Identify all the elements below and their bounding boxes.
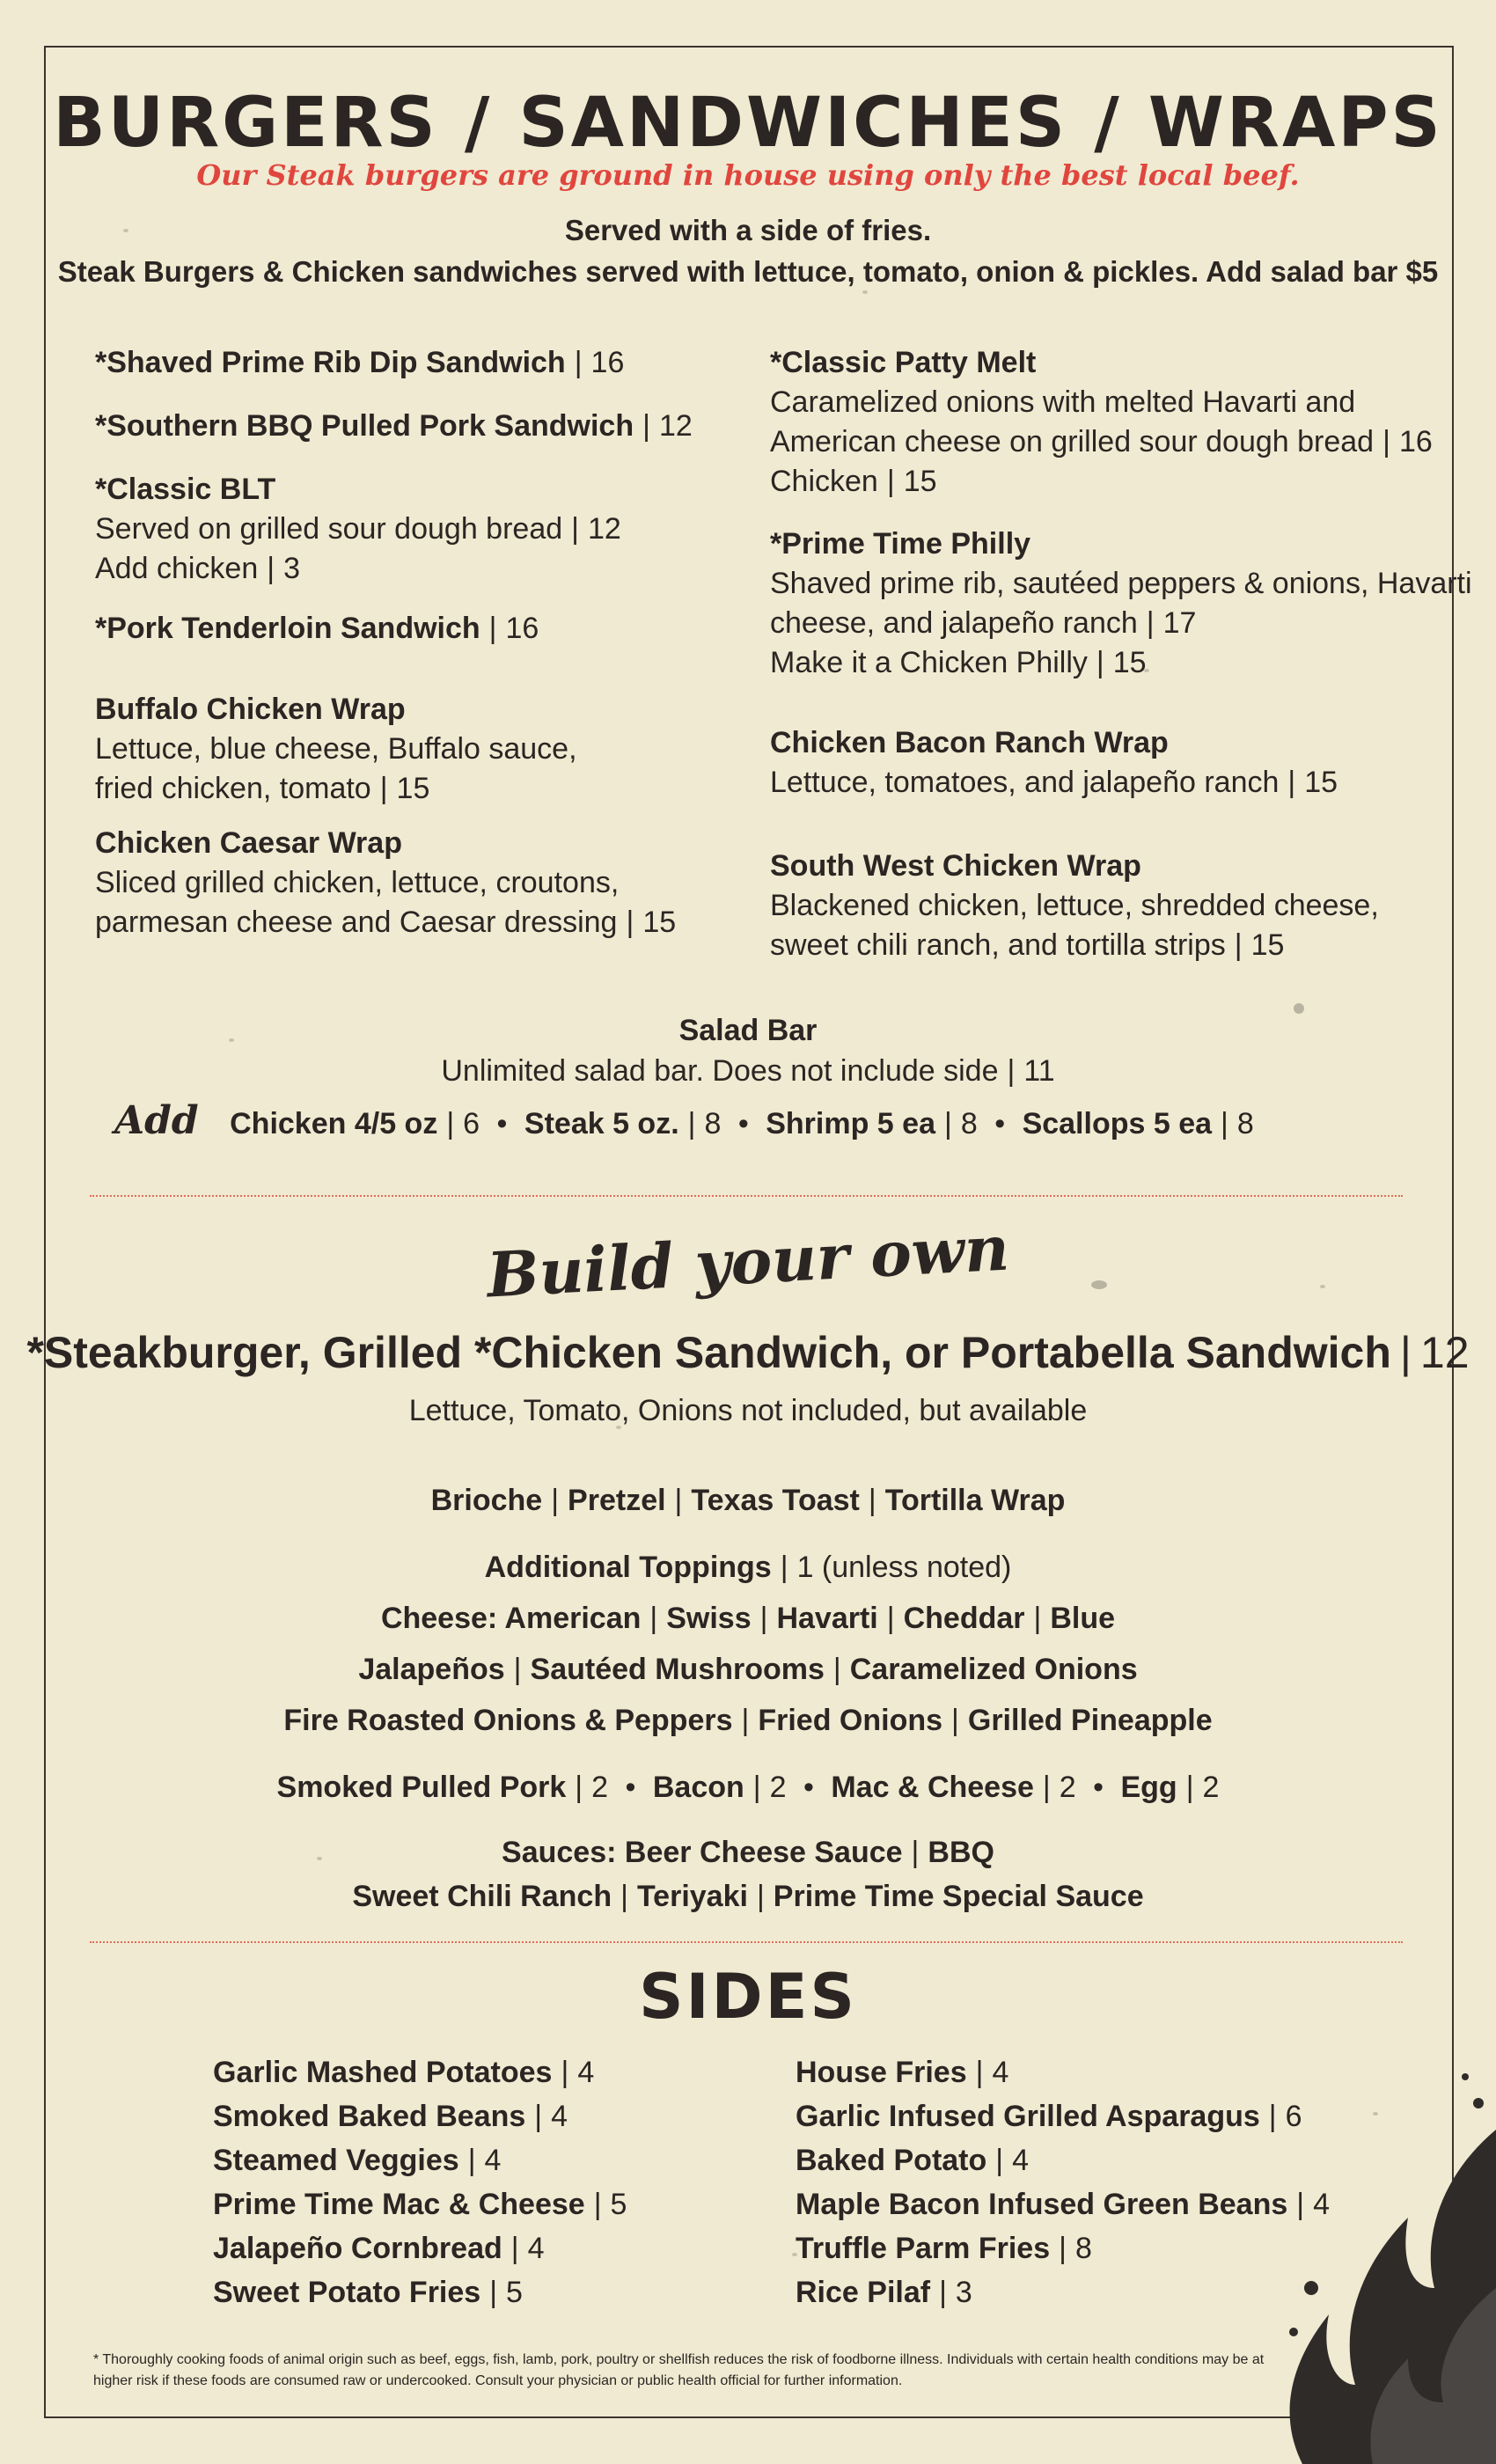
bullet: • <box>803 1771 814 1804</box>
side-item: Truffle Parm Fries | 8 <box>796 2232 1092 2265</box>
topping-option: Sautéed Mushrooms <box>530 1653 825 1686</box>
topping-option: Caramelized Onions <box>849 1653 1138 1686</box>
sauces-label: Sauces: <box>502 1836 617 1869</box>
side-price: 4 <box>551 2100 568 2133</box>
item-name: Chicken Bacon Ranch Wrap <box>770 726 1169 759</box>
cheese-options: Cheese: American | Swiss | Havarti | Cheddar | Blue <box>380 1602 1116 1635</box>
addon-price: 8 <box>960 1107 978 1140</box>
health-disclaimer: * Thoroughly cooking foods of animal origin such as beef, eggs, fish, lamb, pork, poultry or shellfish reduces the risk of foodborne illness. Individuals with certain health conditions may be at higher risk if these foods are consumed raw or undercooked. Consult your physician or public health official for further information. <box>93 2352 1265 2388</box>
side-item: Sweet Potato Fries | 5 <box>213 2276 523 2309</box>
item-name: *Classic Patty Melt <box>770 346 1037 379</box>
menu-item: Chicken Caesar Wrap Sliced grilled chicken, lettuce, croutons, parmesan cheese and Caesar dressing | 15 <box>95 824 676 942</box>
item-name: Chicken Caesar Wrap <box>95 826 402 860</box>
sauce-option: Prime Time Special Sauce <box>773 1880 1144 1913</box>
item-price: 15 <box>1304 766 1338 799</box>
bullet: • <box>625 1771 636 1804</box>
side-name: Rice Pilaf <box>796 2276 931 2309</box>
side-name: Maple Bacon Infused Green Beans <box>796 2188 1288 2221</box>
build-your-own-title: Build your own <box>485 1211 1011 1312</box>
item-name: *Southern BBQ Pulled Pork Sandwich <box>95 409 634 443</box>
bread-options: Brioche | Pretzel | Texas Toast | Tortilla Wrap <box>430 1484 1066 1517</box>
item-variant: Chicken <box>770 465 878 498</box>
side-price: 4 <box>484 2144 502 2177</box>
side-item: Steamed Veggies | 4 <box>213 2144 502 2177</box>
sauce-option: Sweet Chili Ranch <box>352 1880 612 1913</box>
sauce-option: Teriyaki <box>636 1880 748 1913</box>
side-item: Smoked Baked Beans | 4 <box>213 2100 568 2133</box>
sauces-row-2: Sweet Chili Ranch | Teriyaki | Prime Time Special Sauce <box>352 1880 1144 1913</box>
item-desc: Lettuce, blue cheese, Buffalo sauce, <box>95 732 577 766</box>
topping-row-2: Fire Roasted Onions & Peppers | Fried Onions | Grilled Pineapple <box>283 1704 1213 1737</box>
premium-price: 2 <box>591 1771 609 1804</box>
side-item: Baked Potato | 4 <box>796 2144 1030 2177</box>
addon-name: Scallops 5 ea <box>1022 1107 1213 1140</box>
side-price: 3 <box>955 2276 972 2309</box>
menu-item: *Prime Time Philly Shaved prime rib, sautéed peppers & onions, Havarti cheese, and jalapeño ranch | 17 Make it a Chicken Philly | 15 <box>770 524 1472 683</box>
item-desc: Blackened chicken, lettuce, shredded cheese, <box>770 889 1379 922</box>
bullet: • <box>496 1107 508 1140</box>
side-item: House Fries | 4 <box>796 2056 1009 2089</box>
side-item: Jalapeño Cornbread | 4 <box>213 2232 545 2265</box>
section-divider <box>90 1195 1403 1197</box>
item-price: 12 <box>658 409 693 443</box>
section-divider <box>90 1941 1403 1943</box>
menu-item: *Pork Tenderloin Sandwich | 16 <box>95 612 539 645</box>
item-desc: sweet chili ranch, and tortilla strips <box>770 928 1226 962</box>
item-desc: Shaved prime rib, sautéed peppers & onions, Havarti <box>770 567 1472 600</box>
item-name: South West Chicken Wrap <box>770 849 1141 883</box>
addon-price: 6 <box>463 1107 480 1140</box>
item-name: *Prime Time Philly <box>770 527 1031 561</box>
menu-item: Buffalo Chicken Wrap Lettuce, blue cheese, Buffalo sauce, fried chicken, tomato | 15 <box>95 690 577 809</box>
premium-price: 2 <box>769 1771 787 1804</box>
item-variant: Make it a Chicken Philly <box>770 646 1088 679</box>
side-name: Smoked Baked Beans <box>213 2100 526 2133</box>
premium-name: Mac & Cheese <box>831 1771 1034 1804</box>
build-headline: *Steakburger, Grilled *Chicken Sandwich, or Portabella Sandwich | 12 <box>26 1328 1470 1377</box>
sauce-option: BBQ <box>928 1836 994 1869</box>
premium-toppings: Smoked Pulled Pork | 2 • Bacon | 2 • Mac & Cheese | 2 • Egg | 2 <box>276 1771 1220 1804</box>
premium-price: 2 <box>1059 1771 1076 1804</box>
item-variant-price: 15 <box>1112 646 1147 679</box>
topping-row-1: Jalapeños | Sautéed Mushrooms | Caramelized Onions <box>358 1653 1138 1686</box>
add-label: Add <box>114 1098 199 1143</box>
build-price: 12 <box>1419 1328 1470 1377</box>
toppings-label: Additional Toppings <box>484 1551 772 1584</box>
item-desc: parmesan cheese and Caesar dressing <box>95 906 618 939</box>
addon-name: Shrimp 5 ea <box>766 1107 935 1140</box>
topping-option: Grilled Pineapple <box>967 1704 1213 1737</box>
cheese-option: Cheddar <box>903 1602 1025 1635</box>
menu-item: Chicken Bacon Ranch Wrap Lettuce, tomatoes, and jalapeño ranch | 15 <box>770 723 1338 803</box>
premium-name: Bacon <box>652 1771 744 1804</box>
item-desc: Served on grilled sour dough bread <box>95 512 563 546</box>
topping-option: Jalapeños <box>358 1653 505 1686</box>
cheese-label: Cheese: <box>380 1602 498 1635</box>
item-price: 15 <box>1250 928 1285 962</box>
menu-item: *Southern BBQ Pulled Pork Sandwich | 12 <box>95 409 693 443</box>
side-name: Prime Time Mac & Cheese <box>213 2188 585 2221</box>
item-desc: cheese, and jalapeño ranch <box>770 606 1138 640</box>
side-name: House Fries <box>796 2056 967 2089</box>
side-item: Rice Pilaf | 3 <box>796 2276 972 2309</box>
item-addon: Add chicken <box>95 552 259 585</box>
side-price: 4 <box>1313 2188 1331 2221</box>
menu-item: *Classic Patty Melt Caramelized onions with melted Havarti and American cheese on grilled sour dough bread | 16 Chicken | 15 <box>770 343 1433 502</box>
side-price: 4 <box>992 2056 1009 2089</box>
item-desc: fried chicken, tomato <box>95 772 371 805</box>
toppings-price: 1 (unless noted) <box>796 1551 1012 1584</box>
side-name: Garlic Infused Grilled Asparagus <box>796 2100 1260 2133</box>
sides-title: SIDES <box>639 1961 857 2033</box>
salad-bar-title: Salad Bar <box>678 1014 818 1047</box>
premium-name: Egg <box>1120 1771 1177 1804</box>
bullet: • <box>1093 1771 1104 1804</box>
item-desc: Caramelized onions with melted Havarti and <box>770 385 1356 419</box>
bread-option: Brioche <box>430 1484 543 1517</box>
cheese-option: Swiss <box>666 1602 752 1635</box>
side-price: 6 <box>1285 2100 1302 2133</box>
menu-item: *Classic BLT Served on grilled sour dough bread | 12 Add chicken | 3 <box>95 470 621 589</box>
item-price: 12 <box>587 512 621 546</box>
bread-option: Pretzel <box>568 1484 666 1517</box>
item-desc: Sliced grilled chicken, lettuce, croutons, <box>95 866 620 899</box>
item-desc: Lettuce, tomatoes, and jalapeño ranch <box>770 766 1280 799</box>
side-price: 5 <box>610 2188 627 2221</box>
premium-price: 2 <box>1202 1771 1220 1804</box>
tagline: Our Steak burgers are ground in house using only the best local beef. <box>196 158 1300 192</box>
addon-name: Steak 5 oz. <box>524 1107 679 1140</box>
item-variant-price: 15 <box>903 465 937 498</box>
item-price: 16 <box>590 346 625 379</box>
premium-name: Smoked Pulled Pork <box>276 1771 567 1804</box>
menu-item: *Shaved Prime Rib Dip Sandwich | 16 <box>95 346 625 379</box>
side-name: Truffle Parm Fries <box>796 2232 1051 2265</box>
salad-bar-desc-text: Unlimited salad bar. Does not include side <box>441 1054 999 1088</box>
side-name: Steamed Veggies <box>213 2144 459 2177</box>
bullet: • <box>737 1107 749 1140</box>
side-item: Garlic Mashed Potatoes | 4 <box>213 2056 595 2089</box>
item-price: 17 <box>1162 606 1197 640</box>
side-price: 8 <box>1074 2232 1092 2265</box>
item-name: *Pork Tenderloin Sandwich <box>95 612 480 645</box>
item-name: Buffalo Chicken Wrap <box>95 693 406 726</box>
item-price: 16 <box>1398 425 1433 458</box>
sauce-option: Beer Cheese Sauce <box>624 1836 903 1869</box>
cheese-option: American <box>504 1602 642 1635</box>
bread-option: Tortilla Wrap <box>884 1484 1066 1517</box>
build-headline-text: *Steakburger, Grilled *Chicken Sandwich, or Portabella Sandwich <box>26 1328 1391 1377</box>
topping-option: Fire Roasted Onions & Peppers <box>283 1704 733 1737</box>
salad-addons-row: Add Chicken 4/5 oz | 6 • Steak 5 oz. | 8 • Shrimp 5 ea | 8 • Scallops 5 ea | 8 <box>114 1098 1254 1143</box>
addon-price: 8 <box>1236 1107 1254 1140</box>
side-price: 4 <box>577 2056 595 2089</box>
addon-name: Chicken 4/5 oz <box>230 1107 438 1140</box>
build-note: Lettuce, Tomato, Onions not included, but available <box>408 1394 1088 1427</box>
bullet: • <box>994 1107 1006 1140</box>
salad-bar-price: 11 <box>1023 1054 1055 1088</box>
cheese-option: Blue <box>1050 1602 1116 1635</box>
section-title-burgers: BURGERS / SANDWICHES / WRAPS <box>53 84 1443 163</box>
side-item: Garlic Infused Grilled Asparagus | 6 <box>796 2100 1302 2133</box>
cheese-option: Havarti <box>776 1602 878 1635</box>
item-name: *Classic BLT <box>95 473 276 506</box>
side-name: Jalapeño Cornbread <box>213 2232 502 2265</box>
side-item: Maple Bacon Infused Green Beans | 4 <box>796 2188 1331 2221</box>
addon-price: 8 <box>704 1107 722 1140</box>
item-addon-price: 3 <box>283 552 300 585</box>
menu-item: South West Chicken Wrap Blackened chicken, lettuce, shredded cheese, sweet chili ranch, and tortilla strips | 15 <box>770 847 1379 965</box>
item-name: *Shaved Prime Rib Dip Sandwich <box>95 346 566 379</box>
side-name: Garlic Mashed Potatoes <box>213 2056 553 2089</box>
item-price: 15 <box>396 772 430 805</box>
side-item: Prime Time Mac & Cheese | 5 <box>213 2188 627 2221</box>
bread-option: Texas Toast <box>691 1484 860 1517</box>
intro-line-1: Served with a side of fries. <box>564 214 932 246</box>
flame-decoration <box>1267 2024 1496 2464</box>
item-price: 16 <box>505 612 539 645</box>
sauces-row-1: Sauces: Beer Cheese Sauce | BBQ <box>502 1836 994 1869</box>
side-price: 4 <box>527 2232 545 2265</box>
item-price: 15 <box>642 906 677 939</box>
topping-option: Fried Onions <box>758 1704 943 1737</box>
side-name: Baked Potato <box>796 2144 987 2177</box>
side-name: Sweet Potato Fries <box>213 2276 481 2309</box>
intro-line-2: Steak Burgers & Chicken sandwiches served with lettuce, tomato, onion & pickles. Add salad bar $5 <box>57 255 1439 288</box>
side-price: 5 <box>506 2276 523 2309</box>
side-price: 4 <box>1012 2144 1030 2177</box>
salad-bar-desc: Unlimited salad bar. Does not include side | 11 <box>441 1054 1055 1088</box>
item-desc: American cheese on grilled sour dough bread <box>770 425 1375 458</box>
toppings-header: Additional Toppings | 1 (unless noted) <box>484 1551 1012 1584</box>
